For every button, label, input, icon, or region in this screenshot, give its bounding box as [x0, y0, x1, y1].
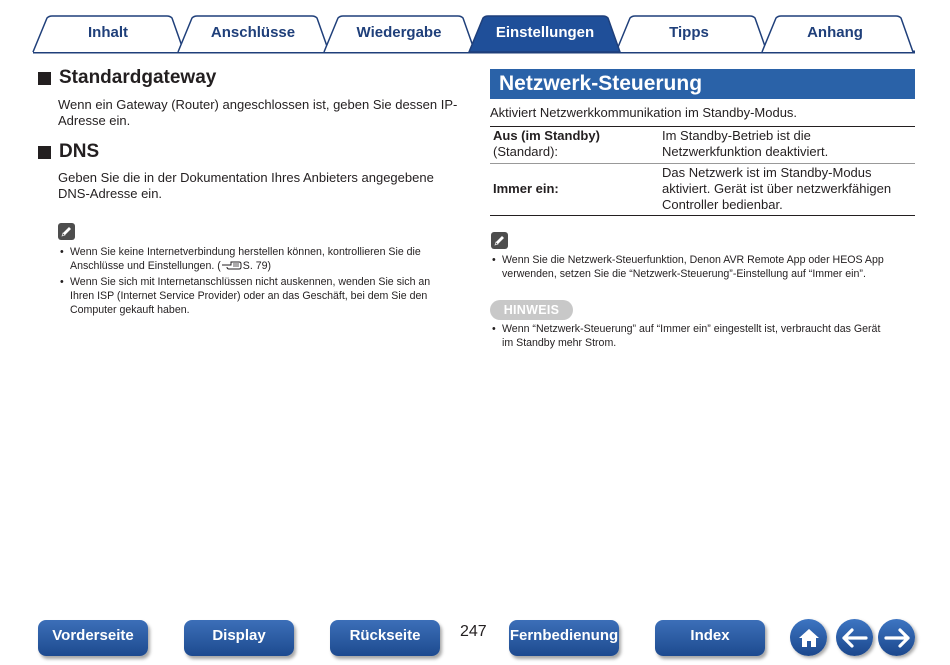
tab-tipps[interactable]: Tipps [669, 24, 709, 41]
tab-bar [0, 0, 950, 60]
dns-text-line2: DNS-Adresse ein. [58, 186, 163, 201]
nav-fernbedienung-button[interactable]: Fernbedienung [509, 620, 619, 656]
hinweis-badge: HINWEIS [490, 300, 573, 320]
option-aus-description [662, 128, 828, 160]
dns-text-line1: Geben Sie die in der Dokumentation Ihres Anbieters angegebene [58, 170, 434, 185]
note-line: im Standby mehr Strom. [502, 337, 617, 349]
hinweis-list [490, 322, 920, 352]
list-item [58, 245, 468, 273]
standardgateway-heading [38, 67, 216, 89]
dns-text [58, 170, 458, 202]
option-aus-description-line: Netzwerkfunktion deaktiviert. [662, 144, 829, 159]
home-icon [797, 627, 821, 649]
option-aus-description-line: Im Standby-Betrieb ist die [662, 128, 811, 143]
list-item [490, 322, 920, 350]
pencil-note-icon [58, 223, 75, 240]
tab-anschluesse[interactable]: Anschlüsse [210, 24, 296, 41]
right-notes-list [490, 253, 920, 283]
option-immer-ein-description-line: aktiviert. Gerät ist über netzwerkfähigen [662, 181, 892, 196]
list-item [490, 253, 920, 281]
table-row-divider [490, 163, 915, 164]
page-reference-link[interactable]: S. 79) [242, 260, 272, 272]
home-button[interactable] [790, 619, 827, 656]
tab-einstellungen[interactable]: Einstellungen [495, 24, 595, 41]
pencil-note-icon [491, 232, 508, 249]
note-line: • Wenn Sie keine Internetverbindung herstellen können, kontrollieren Sie die [70, 246, 421, 258]
dns-heading [38, 141, 99, 163]
back-button[interactable] [836, 619, 873, 656]
note-line: Computer gekauft haben. [70, 304, 190, 316]
netzwerk-steuerung-description: Aktiviert Netzwerkkommunikation im Standby-Modus. [490, 105, 798, 120]
note-line: Ihren ISP (Internet Service Provider) oder an das Geschäft, bei dem Sie den [70, 290, 428, 302]
tab-anhang[interactable]: Anhang [807, 24, 863, 41]
arrow-left-icon [842, 628, 868, 648]
netzwerk-steuerung-title: Netzwerk-Steuerung [499, 72, 703, 95]
arrow-right-icon [884, 628, 910, 648]
nav-display-button[interactable]: Display [184, 620, 294, 656]
note-line: verwenden, setzen Sie die “Netzwerk-Steuerung”-Einstellung auf “Immer ein”. [502, 268, 866, 280]
nav-index-button[interactable]: Index [655, 620, 765, 656]
square-bullet-icon [38, 72, 51, 85]
standardgateway-text-line2: Adresse ein. [58, 113, 131, 128]
forward-button[interactable] [878, 619, 915, 656]
note-line: • Wenn Sie sich mit Internetanschlüssen nicht auskennen, wenden Sie sich an [70, 276, 431, 288]
list-item [58, 275, 468, 317]
left-notes-list [58, 245, 468, 319]
nav-vorderseite-button[interactable]: Vorderseite [38, 620, 148, 656]
option-immer-ein-description-line: Controller bedienbar. [662, 197, 783, 212]
option-immer-ein-label: Immer ein: [493, 181, 559, 196]
note-line: • Wenn “Netzwerk-Steuerung” auf “Immer ein” eingestellt ist, verbraucht das Gerät [502, 323, 881, 335]
tab-wiedergabe[interactable]: Wiedergabe [356, 24, 442, 41]
nav-rueckseite-button[interactable]: Rückseite [330, 620, 440, 656]
standardgateway-title: Standardgateway [59, 67, 217, 88]
page-number: 247 [460, 623, 487, 640]
square-bullet-icon [38, 146, 51, 159]
table-top-rule [490, 126, 915, 127]
tab-inhalt[interactable]: Inhalt [88, 24, 128, 41]
table-bottom-rule [490, 215, 915, 216]
netzwerk-steuerung-title-bar [490, 69, 915, 99]
page-reference-icon[interactable] [221, 259, 243, 271]
note-line: Anschlüsse und Einstellungen. ( [70, 260, 221, 272]
dns-title: DNS [59, 141, 100, 162]
standardgateway-text-line1: Wenn ein Gateway (Router) angeschlossen ist, geben Sie dessen IP- [58, 97, 458, 112]
note-line: • Wenn Sie die Netzwerk-Steuerfunktion, Denon AVR Remote App oder HEOS App [502, 254, 884, 266]
option-aus-suffix: (Standard): [493, 144, 559, 159]
standardgateway-text [58, 97, 458, 129]
option-immer-ein-description-line: Das Netzwerk ist im Standby-Modus [662, 165, 872, 180]
note-line-with-ref [70, 259, 468, 273]
option-immer-ein-description [662, 165, 891, 213]
option-aus-label: Aus (im Standby) [493, 128, 600, 143]
